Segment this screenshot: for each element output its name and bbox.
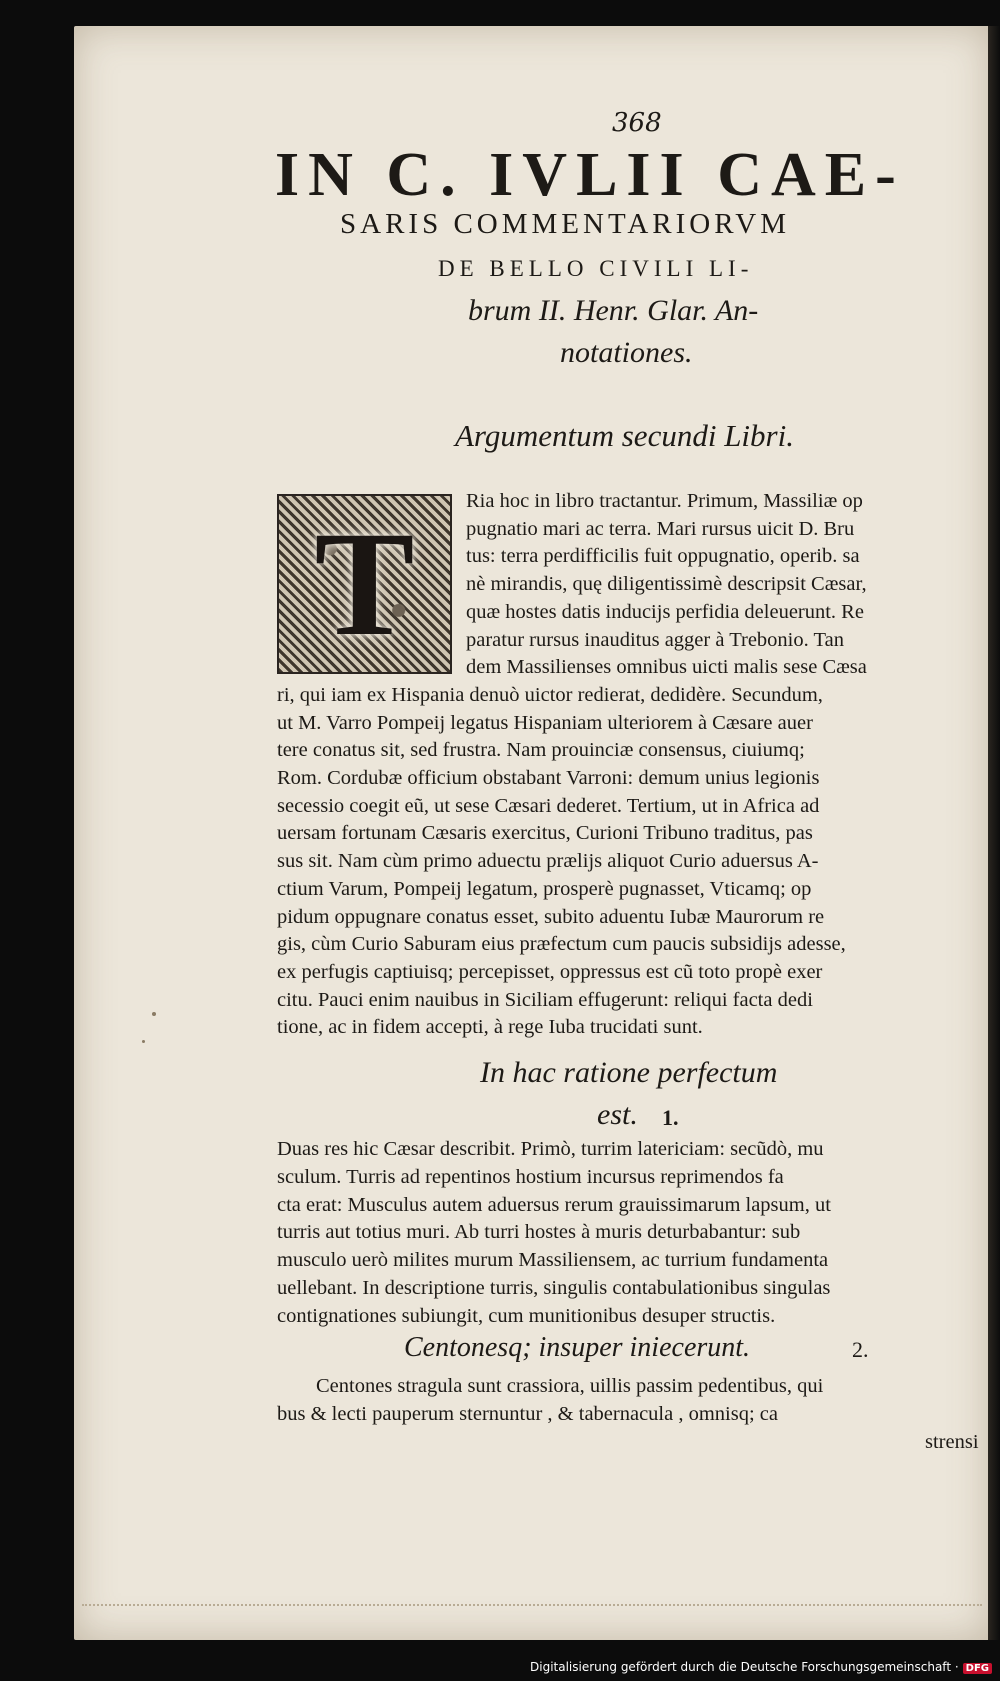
argument-line: secessio coegit eũ, ut sese Cæsari dederet. Tertium, ut in Africa ad	[277, 794, 820, 817]
argument-line: paratur rursus inauditus agger à Trebonio. Tan	[466, 628, 844, 651]
decorated-initial	[277, 494, 452, 674]
section2-heading: Centonesq; insuper iniecerunt.	[404, 1332, 751, 1363]
argument-line: pugnatio mari ac terra. Mari rursus uicit D. Bru	[466, 517, 855, 540]
paper-speck	[152, 1012, 156, 1016]
section1-line: cta erat: Musculus autem aduersus rerum grauissimarum lapsum, ut	[277, 1193, 831, 1216]
initial-letter: T	[314, 501, 415, 667]
argument-line: pidum oppugnare conatus esset, subito aduentu Iubæ Maurorum re	[277, 905, 825, 928]
argument-line: tione, ac in fidem accepti, à rege Iuba trucidati sunt.	[277, 1016, 703, 1039]
section2-line: bus & lecti pauperum sternuntur , & tabernacula , omnisq; ca	[277, 1402, 778, 1425]
title-line-3: DE BELLO CIVILI LI-	[438, 256, 754, 281]
book-spine	[988, 26, 1000, 1640]
argument-line: quæ hostes datis inducijs perfidia deleuerunt. Re	[466, 600, 864, 623]
argument-line: ex perfugis captiuisq; percepisset, oppressus est cũ toto propè exer	[277, 960, 823, 983]
argument-line: uersam fortunam Cæsaris exercitus, Curioni Tribuno traditus, pas	[277, 822, 813, 845]
section1-line: sculum. Turris ad repentinos hostium incursus reprimendos fa	[277, 1165, 784, 1188]
argument-line: ctium Varum, Pompeij legatum, prosperè pugnasset, Vticamq; op	[277, 877, 812, 900]
title-line-1: IN C. IVLII CAE-	[275, 141, 905, 209]
page-edge	[82, 1604, 982, 1606]
argument-line: dem Massilienses omnibus uicti malis sese Cæsa	[466, 656, 867, 679]
dfg-logo: DFG	[963, 1663, 992, 1674]
title-line-5: notationes.	[560, 336, 693, 369]
section1-number: 1.	[662, 1105, 679, 1130]
paper-speck	[142, 1040, 145, 1043]
section1-line: musculo uerò milites murum Massiliensem, ac turrium fundamenta	[277, 1249, 829, 1272]
section1-line: contignationes subiungit, cum munitionibus desuper structis.	[277, 1304, 776, 1327]
argument-line: tere conatus sit, sed frustra. Nam prouinciæ consensus, ciuiumq;	[277, 739, 805, 762]
section1-line: uellebant. In descriptione turris, singulis contabulationibus singulas	[277, 1277, 831, 1299]
argument-heading: Argumentum secundi Libri.	[455, 418, 794, 453]
argument-line: ut M. Varro Pompeij legatus Hispaniam ulteriorem à Cæsare auer	[277, 711, 813, 734]
section1-heading-cont: est.	[597, 1098, 638, 1131]
section1-line: turris aut totius muri. Ab turri hostes à muris deturbabantur: sub	[277, 1221, 801, 1244]
argument-line: sus sit. Nam cùm primo aduectu prælijs aliquot Curio aduersus A-	[277, 850, 819, 873]
argument-line: nè mirandis, quę diligentissimè descripsit Cæsar,	[466, 573, 867, 596]
section2-number: 2.	[852, 1337, 869, 1362]
section1-heading: In hac ratione perfectum	[480, 1056, 778, 1089]
section2-line: strensi	[925, 1430, 979, 1453]
argument-line: tus: terra perdifficilis fuit oppugnatio, operib. sa	[466, 545, 860, 568]
title-line-2: SARIS COMMENTARIORVM	[340, 208, 790, 240]
argument-line: Ria hoc in libro tractantur. Primum, Massiliæ op	[466, 490, 863, 512]
section1-line: Duas res hic Cæsar describit. Primò, turrim latericiam: secũdò, mu	[277, 1138, 824, 1160]
digitization-footer	[530, 1660, 992, 1674]
argument-line: ri, qui iam ex Hispania denuò uictor redierat, dedidère. Secundum,	[277, 683, 823, 706]
footer-text: Digitalisierung gefördert durch die Deutsche Forschungsgemeinschaft ·	[530, 1660, 959, 1674]
argument-line: gis, cùm Curio Saburam eius præfectum cum paucis subsidijs adesse,	[277, 933, 846, 956]
argument-line: Rom. Cordubæ officium obstabant Varroni: demum unius legionis	[277, 767, 820, 789]
argument-line: citu. Pauci enim nauibus in Siciliam effugerunt: reliqui facta dedi	[277, 988, 813, 1011]
page-number: 368	[612, 108, 662, 138]
section2-line: Centones stragula sunt crassiora, uillis passim pedentibus, qui	[316, 1375, 824, 1397]
title-line-4: brum II. Henr. Glar. An-	[468, 294, 759, 327]
